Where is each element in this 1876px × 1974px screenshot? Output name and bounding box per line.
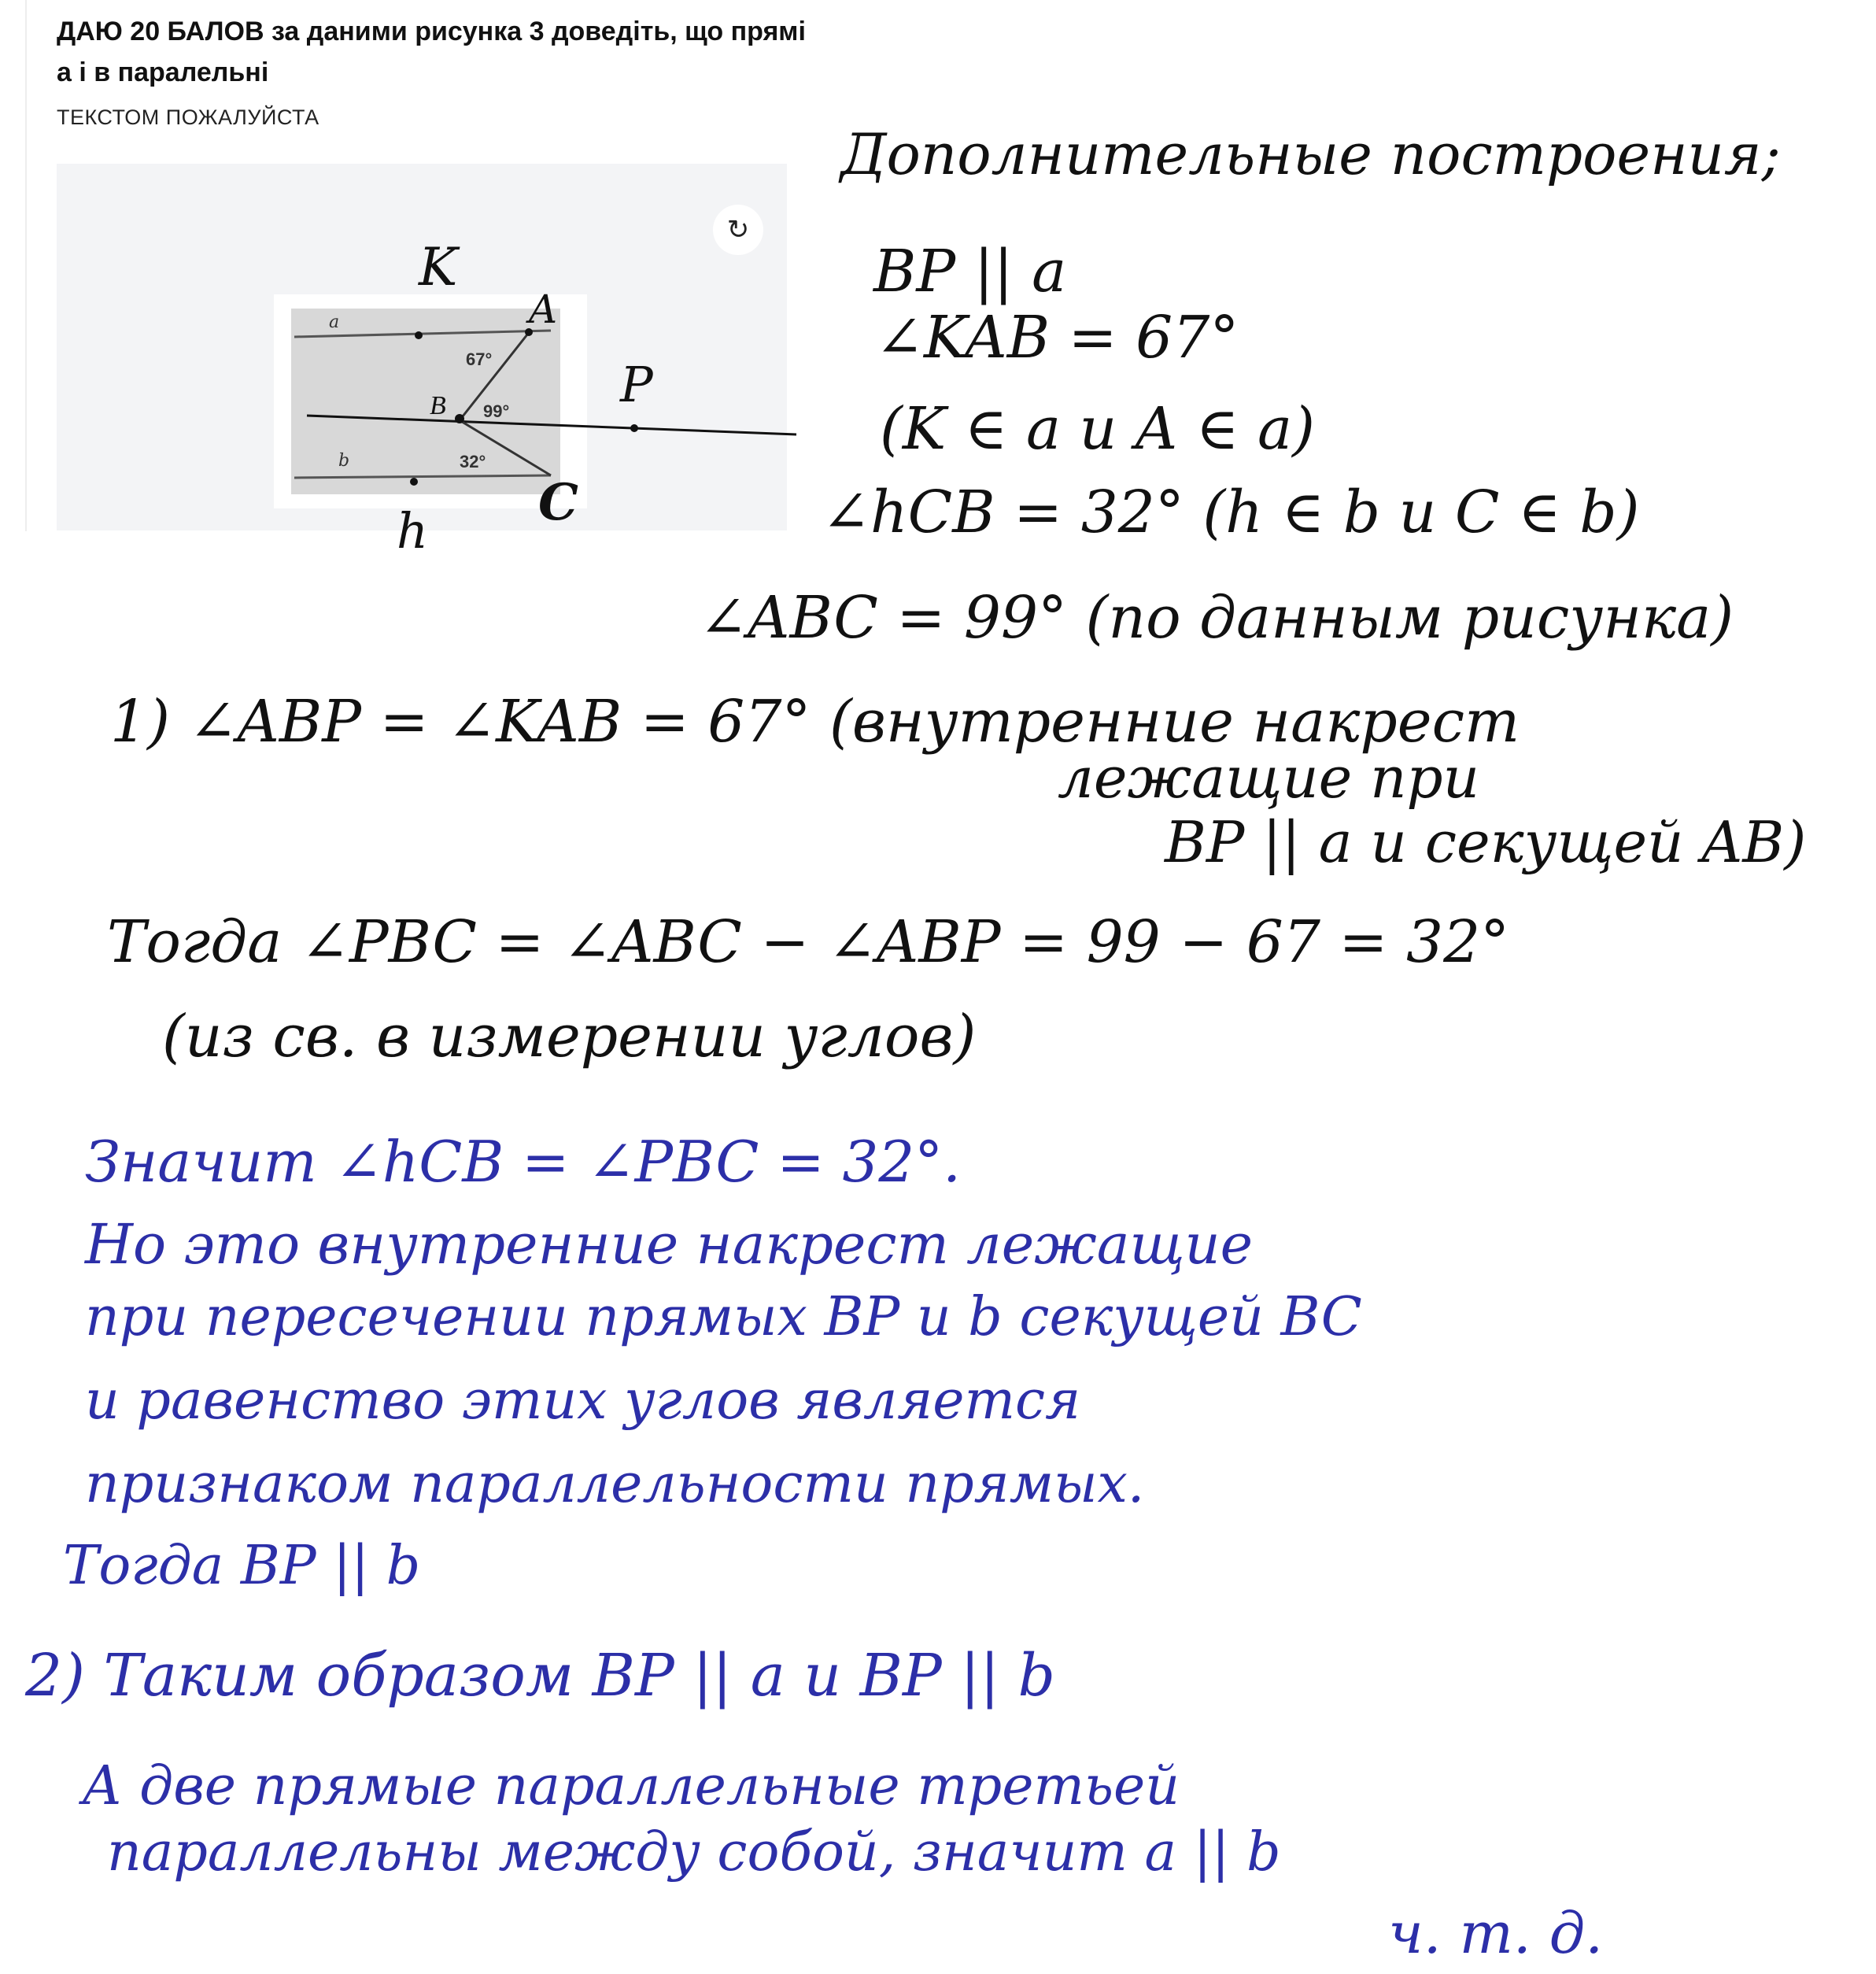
- hw-blue-line-conclusion: параллельны между собой, значит a || b: [107, 1821, 1281, 1883]
- label-point-b: B: [430, 391, 446, 420]
- hw-blue-line-step2: 2) Таким образом BP || a и BP || b: [25, 1642, 1056, 1710]
- hw-line-angle-kab: ∠KAB = 67°: [875, 304, 1239, 372]
- question-title: ДАЮ 20 БАЛОВ за даними рисунка 3 доведіть, що прямі а і в паралельні: [57, 17, 806, 87]
- point-b: [455, 414, 464, 423]
- point-h: [410, 478, 418, 486]
- point-k: [415, 331, 423, 339]
- hw-line-k-a-on-a: (K ∈ a и A ∈ a): [880, 395, 1316, 463]
- hw-blue-line-qed: ч. т. д.: [1388, 1900, 1604, 1966]
- hw-line-angle-abc: ∠ABC = 99° (по данным рисунка): [699, 584, 1734, 652]
- hw-blue-line-bp-parallel-b: Тогда BP || b: [63, 1535, 421, 1597]
- hw-line-step1: 1) ∠ABP = ∠KAB = 67° (внутренние накрест: [110, 688, 1520, 756]
- hw-line-step1-cont: лежащие при: [1058, 745, 1479, 811]
- label-p: P: [620, 356, 653, 413]
- hw-line-bp-parallel-a: BP || a: [873, 238, 1067, 305]
- hw-blue-line-equal-angles: Значит ∠hCB = ∠PBC = 32°.: [85, 1129, 962, 1195]
- question-subtitle: ТЕКСТОМ ПОЖАЛУЙСТА: [57, 105, 319, 129]
- point-p: [630, 424, 638, 432]
- label-k: K: [419, 237, 458, 298]
- hw-line-extra-construction: Дополнительные построения;: [840, 121, 1781, 187]
- hw-line-angle-measure: (из св. в измерении углов): [162, 1003, 977, 1070]
- hw-line-angle-pbc: Тогда ∠PBC = ∠ABC − ∠ABP = 99 − 67 = 32°: [107, 908, 1510, 976]
- label-h: h: [397, 502, 428, 560]
- label-line-a: a: [329, 312, 340, 332]
- hw-line-step1-secant: BP || a и секущей AB): [1165, 809, 1807, 875]
- rotate-icon: ↻: [726, 215, 750, 245]
- label-a: A: [529, 286, 558, 332]
- hw-blue-line-equality: и равенство этих углов является: [85, 1370, 1081, 1432]
- label-c: C: [538, 473, 578, 532]
- label-angle-99: 99°: [483, 401, 510, 421]
- label-angle-32: 32°: [460, 452, 486, 471]
- hw-blue-line-alternate: Но это внутренние накрест лежащие: [85, 1212, 1254, 1277]
- label-angle-67: 67°: [466, 349, 493, 369]
- label-line-b: b: [338, 451, 350, 471]
- hw-blue-line-two-lines: А две прямые параллельные третьей: [82, 1755, 1180, 1817]
- hw-blue-line-criterion: признаком параллельности прямых.: [85, 1453, 1145, 1515]
- hw-line-angle-hcb: ∠hCB = 32° (h ∈ b и C ∈ b): [822, 479, 1640, 546]
- hw-blue-line-intersection: при пересечении прямых BP и b секущей BC: [85, 1286, 1362, 1348]
